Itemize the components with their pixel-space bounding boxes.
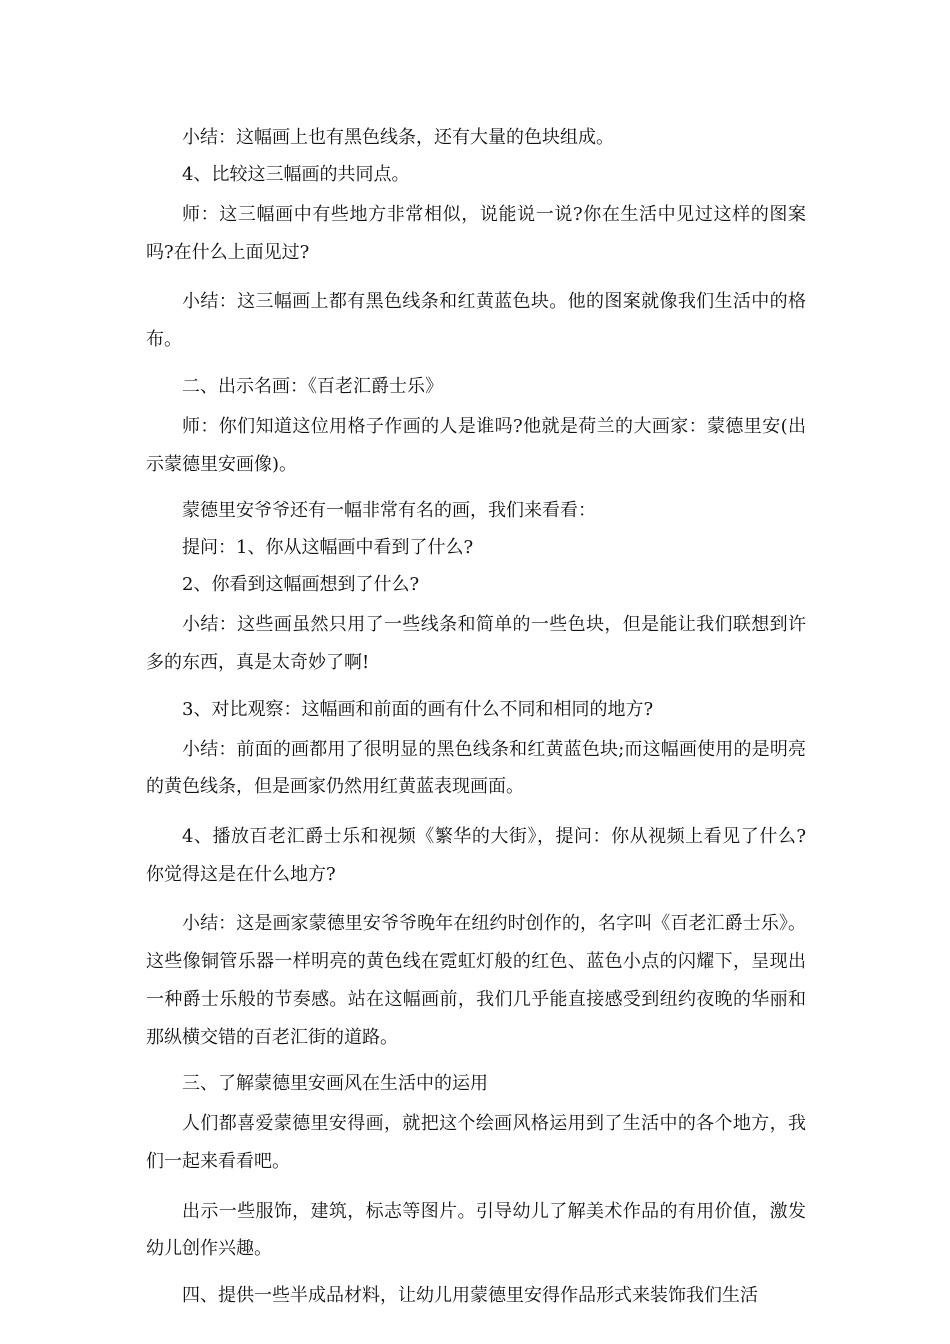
paragraph-question-1: 提问：1、你从这幅画中看到了什么?	[182, 537, 474, 559]
paragraph-summary-4: 小结：前面的画都用了很明显的黑色线条和红黄蓝色块;而这幅画使用的是明亮的黄色线条，但是画家仍然用红黄蓝表现画面。	[146, 738, 806, 798]
paragraph-mondrian-intro: 蒙德里安爷爷还有一幅非常有名的画，我们来看看：	[182, 500, 596, 522]
paragraph-summary-3: 小结：这些画虽然只用了一些线条和简单的一些色块，但是能让我们联想到许多的东西，真是太奇妙了啊!	[146, 614, 806, 673]
paragraph-question-2: 2、你看到这幅画想到了什么?	[182, 574, 420, 596]
paragraph-step-3-contrast: 3、对比观察：这幅画和前面的画有什么不同和相同的地方?	[182, 698, 654, 720]
section-heading-2: 二、出示名画：《百老汇爵士乐》	[182, 375, 443, 397]
paragraph-summary-5: 小结：这是画家蒙德里安爷爷晚年在纽约时创作的，名字叫《百老汇爵士乐》。这些像铜管乐器一样明亮的黄色线在霓虹灯般的红色、蓝色小点的闪耀下，呈现出一种爵士乐般的节奏感。站在这幅画前，我们几乎能直接感受到纽约夜晚的华丽和那纵横交错的百老汇街的道路。	[146, 913, 806, 1048]
paragraph-step-4-video: 4、播放百老汇爵士乐和视频《繁华的大街》，提问：你从视频上看见了什么?你觉得这是在什么地方?	[146, 826, 806, 885]
paragraph-teacher-question-1: 师：这三幅画中有些地方非常相似，说能说一说?你在生活中见过这样的图案吗?在什么上面见过?	[146, 204, 806, 263]
paragraph-teacher-question-2: 师：你们知道这位用格子作画的人是谁吗?他就是荷兰的大画家：蒙德里安(出示蒙德里安画像)。	[146, 415, 806, 475]
section-heading-3: 三、了解蒙德里安画风在生活中的运用	[182, 1073, 488, 1095]
paragraph-step-4-compare: 4、比较这三幅画的共同点。	[182, 164, 410, 185]
paragraph-life-application: 人们都喜爱蒙德里安得画，就把这个绘画风格运用到了生活中的各个地方，我们一起来看看吧。	[146, 1113, 806, 1172]
section-heading-4: 四、提供一些半成品材料，让幼儿用蒙德里安得作品形式来装饰我们生活	[182, 1285, 758, 1307]
paragraph-show-pictures: 出示一些服饰，建筑，标志等图片。引导幼儿了解美术作品的有用价值，激发幼儿创作兴趣。	[146, 1200, 806, 1260]
paragraph-summary-1: 小结：这幅画上也有黑色线条，还有大量的色块组成。	[182, 127, 614, 148]
paragraph-summary-2: 小结：这三幅画上都有黑色线条和红黄蓝色块。他的图案就像我们生活中的格布。	[146, 291, 806, 351]
document-body	[146, 122, 806, 1317]
